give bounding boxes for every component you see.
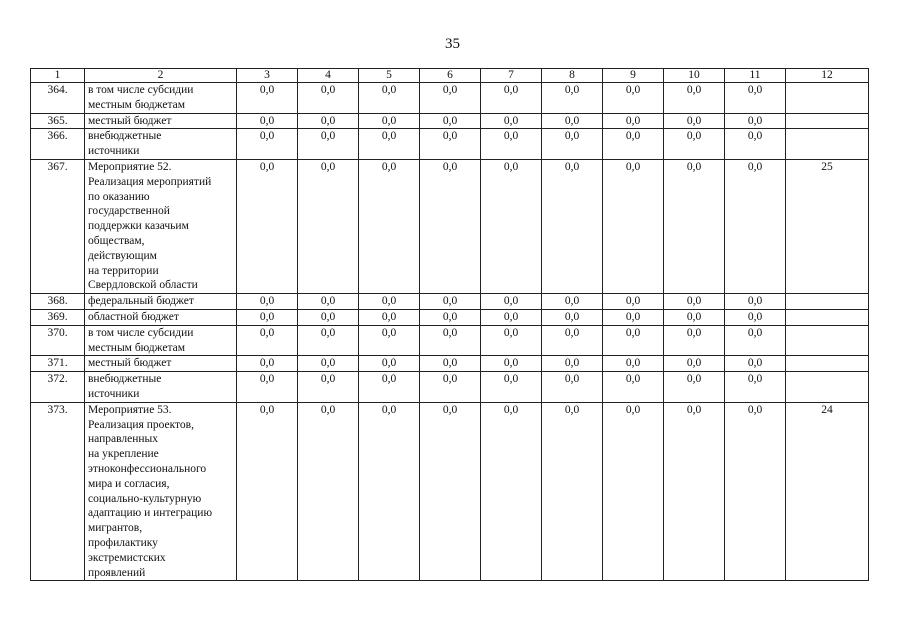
- value-cell: 0,0: [542, 325, 603, 356]
- table-row: [31, 402, 869, 581]
- value-cell: 0,0: [664, 309, 725, 325]
- row-name-line: внебюджетные: [88, 130, 162, 143]
- value-cell: 0,0: [298, 372, 359, 403]
- target-indicator-cell: [786, 372, 869, 403]
- row-name-line: на укрепление: [88, 448, 159, 461]
- value-cell: 0,0: [542, 83, 603, 114]
- value-cell: 0,0: [298, 113, 359, 129]
- value-cell: 0,0: [542, 113, 603, 129]
- row-name-line: Мероприятие 53.: [88, 403, 172, 416]
- row-number: 370.: [31, 325, 85, 356]
- value-cell: 0,0: [664, 294, 725, 310]
- value-cell: 0,0: [237, 113, 298, 129]
- row-name-line: областной бюджет: [88, 310, 179, 323]
- row-name-line: действующим: [88, 249, 157, 262]
- value-cell: 0,0: [298, 294, 359, 310]
- row-name-line: мира и согласия,: [88, 477, 170, 490]
- value-cell: 0,0: [481, 294, 542, 310]
- table-row: [31, 83, 869, 114]
- value-cell: 0,0: [420, 309, 481, 325]
- value-cell: 0,0: [664, 159, 725, 293]
- value-cell: 0,0: [237, 372, 298, 403]
- target-indicator-cell: 25: [786, 159, 869, 293]
- value-cell: 0,0: [420, 325, 481, 356]
- value-cell: 0,0: [603, 159, 664, 293]
- target-indicator-cell: [786, 294, 869, 310]
- value-cell: 0,0: [420, 159, 481, 293]
- value-cell: 0,0: [298, 159, 359, 293]
- value-cell: 0,0: [420, 113, 481, 129]
- row-name: [85, 113, 237, 129]
- row-number: 372.: [31, 372, 85, 403]
- target-indicator-cell: 24: [786, 402, 869, 581]
- row-name-line: по оказанию: [88, 190, 150, 203]
- value-cell: 0,0: [298, 402, 359, 581]
- value-cell: 0,0: [481, 129, 542, 160]
- row-number: 368.: [31, 294, 85, 310]
- value-cell: 0,0: [603, 356, 664, 372]
- row-name-line: государственной: [88, 205, 170, 218]
- value-cell: 0,0: [542, 129, 603, 160]
- column-header: 4: [298, 69, 359, 83]
- value-cell: 0,0: [664, 83, 725, 114]
- row-number: 364.: [31, 83, 85, 114]
- row-name: [85, 402, 237, 581]
- value-cell: 0,0: [237, 325, 298, 356]
- row-name-line: местным бюджетам: [88, 341, 185, 354]
- table-header-row: [31, 69, 869, 83]
- row-name: [85, 325, 237, 356]
- row-name: [85, 356, 237, 372]
- target-indicator-cell: [786, 325, 869, 356]
- value-cell: 0,0: [542, 402, 603, 581]
- row-name: [85, 309, 237, 325]
- row-name-line: профилактику: [88, 536, 158, 549]
- value-cell: 0,0: [664, 402, 725, 581]
- value-cell: 0,0: [603, 325, 664, 356]
- value-cell: 0,0: [481, 372, 542, 403]
- value-cell: 0,0: [359, 372, 420, 403]
- row-name-line: поддержки казачьим: [88, 220, 189, 233]
- value-cell: 0,0: [725, 356, 786, 372]
- value-cell: 0,0: [481, 356, 542, 372]
- value-cell: 0,0: [725, 129, 786, 160]
- value-cell: 0,0: [237, 356, 298, 372]
- row-name-line: Реализация мероприятий: [88, 175, 212, 188]
- value-cell: 0,0: [603, 309, 664, 325]
- target-indicator-cell: [786, 129, 869, 160]
- value-cell: 0,0: [481, 159, 542, 293]
- table-row: [31, 356, 869, 372]
- value-cell: 0,0: [481, 83, 542, 114]
- value-cell: 0,0: [481, 325, 542, 356]
- budget-table: [30, 68, 869, 581]
- value-cell: 0,0: [298, 129, 359, 160]
- row-name-line: обществам,: [88, 234, 145, 247]
- target-indicator-cell: [786, 113, 869, 129]
- value-cell: 0,0: [725, 83, 786, 114]
- column-header: 6: [420, 69, 481, 83]
- value-cell: 0,0: [725, 372, 786, 403]
- table-row: [31, 294, 869, 310]
- row-number: 366.: [31, 129, 85, 160]
- value-cell: 0,0: [359, 129, 420, 160]
- row-name-line: местным бюджетам: [88, 98, 185, 111]
- value-cell: 0,0: [237, 83, 298, 114]
- row-name-line: адаптацию и интеграцию: [88, 507, 213, 520]
- table-row: [31, 372, 869, 403]
- column-header: 7: [481, 69, 542, 83]
- value-cell: 0,0: [420, 294, 481, 310]
- page-number: 35: [445, 36, 460, 52]
- value-cell: 0,0: [664, 372, 725, 403]
- row-name-line: источники: [88, 387, 140, 400]
- row-name: [85, 129, 237, 160]
- row-number: 365.: [31, 113, 85, 129]
- value-cell: 0,0: [420, 356, 481, 372]
- target-indicator-cell: [786, 309, 869, 325]
- value-cell: 0,0: [359, 309, 420, 325]
- value-cell: 0,0: [237, 294, 298, 310]
- table-row: [31, 325, 869, 356]
- row-name-line: Мероприятие 52.: [88, 160, 172, 173]
- row-number: 371.: [31, 356, 85, 372]
- value-cell: 0,0: [725, 159, 786, 293]
- value-cell: 0,0: [725, 309, 786, 325]
- value-cell: 0,0: [359, 159, 420, 293]
- value-cell: 0,0: [481, 113, 542, 129]
- row-name-line: социально-культурную: [88, 492, 202, 505]
- value-cell: 0,0: [359, 83, 420, 114]
- value-cell: 0,0: [298, 325, 359, 356]
- row-name-line: проявлений: [88, 566, 146, 579]
- value-cell: 0,0: [725, 113, 786, 129]
- value-cell: 0,0: [420, 83, 481, 114]
- row-number: 373.: [31, 402, 85, 581]
- row-number: 367.: [31, 159, 85, 293]
- value-cell: 0,0: [298, 356, 359, 372]
- value-cell: 0,0: [603, 372, 664, 403]
- row-name-line: Свердловской области: [88, 279, 198, 292]
- value-cell: 0,0: [481, 402, 542, 581]
- value-cell: 0,0: [542, 294, 603, 310]
- column-header: 8: [542, 69, 603, 83]
- value-cell: 0,0: [481, 309, 542, 325]
- value-cell: 0,0: [359, 113, 420, 129]
- row-name-line: на территории: [88, 264, 159, 277]
- column-header: 10: [664, 69, 725, 83]
- table-row: [31, 113, 869, 129]
- value-cell: 0,0: [359, 294, 420, 310]
- row-name-line: направленных: [88, 433, 159, 446]
- value-cell: 0,0: [603, 402, 664, 581]
- value-cell: 0,0: [725, 325, 786, 356]
- column-header: 5: [359, 69, 420, 83]
- row-name: [85, 372, 237, 403]
- row-name-line: в том числе субсидии: [88, 326, 194, 339]
- table-body: [31, 83, 869, 581]
- row-name-line: этноконфессионального: [88, 462, 207, 475]
- value-cell: 0,0: [542, 309, 603, 325]
- row-name-line: внебюджетные: [88, 373, 162, 386]
- value-cell: 0,0: [359, 325, 420, 356]
- value-cell: 0,0: [725, 294, 786, 310]
- value-cell: 0,0: [603, 113, 664, 129]
- row-name-line: мигрантов,: [88, 522, 143, 535]
- value-cell: 0,0: [603, 83, 664, 114]
- row-number: 369.: [31, 309, 85, 325]
- row-name: [85, 83, 237, 114]
- value-cell: 0,0: [603, 294, 664, 310]
- value-cell: 0,0: [237, 402, 298, 581]
- value-cell: 0,0: [664, 113, 725, 129]
- value-cell: 0,0: [420, 402, 481, 581]
- column-header: 3: [237, 69, 298, 83]
- row-name: [85, 159, 237, 293]
- column-header: 1: [31, 69, 85, 83]
- value-cell: 0,0: [298, 83, 359, 114]
- value-cell: 0,0: [420, 129, 481, 160]
- row-name-line: экстремистских: [88, 551, 166, 564]
- value-cell: 0,0: [664, 325, 725, 356]
- value-cell: 0,0: [359, 356, 420, 372]
- value-cell: 0,0: [603, 129, 664, 160]
- value-cell: 0,0: [664, 129, 725, 160]
- column-header: 2: [85, 69, 237, 83]
- value-cell: 0,0: [725, 402, 786, 581]
- table-row: [31, 129, 869, 160]
- row-name: [85, 294, 237, 310]
- value-cell: 0,0: [420, 372, 481, 403]
- value-cell: 0,0: [237, 159, 298, 293]
- column-header: 9: [603, 69, 664, 83]
- row-name-line: федеральный бюджет: [88, 295, 194, 308]
- value-cell: 0,0: [237, 309, 298, 325]
- row-name-line: местный бюджет: [88, 114, 172, 127]
- target-indicator-cell: [786, 83, 869, 114]
- target-indicator-cell: [786, 356, 869, 372]
- value-cell: 0,0: [542, 159, 603, 293]
- column-header: 12: [786, 69, 869, 83]
- row-name-line: местный бюджет: [88, 357, 172, 370]
- value-cell: 0,0: [542, 356, 603, 372]
- value-cell: 0,0: [542, 372, 603, 403]
- table-row: [31, 159, 869, 293]
- row-name-line: в том числе субсидии: [88, 84, 194, 96]
- row-name-line: Реализация проектов,: [88, 418, 194, 431]
- table-row: [31, 309, 869, 325]
- value-cell: 0,0: [237, 129, 298, 160]
- value-cell: 0,0: [359, 402, 420, 581]
- column-header: 11: [725, 69, 786, 83]
- row-name-line: источники: [88, 145, 140, 158]
- value-cell: 0,0: [298, 309, 359, 325]
- value-cell: 0,0: [664, 356, 725, 372]
